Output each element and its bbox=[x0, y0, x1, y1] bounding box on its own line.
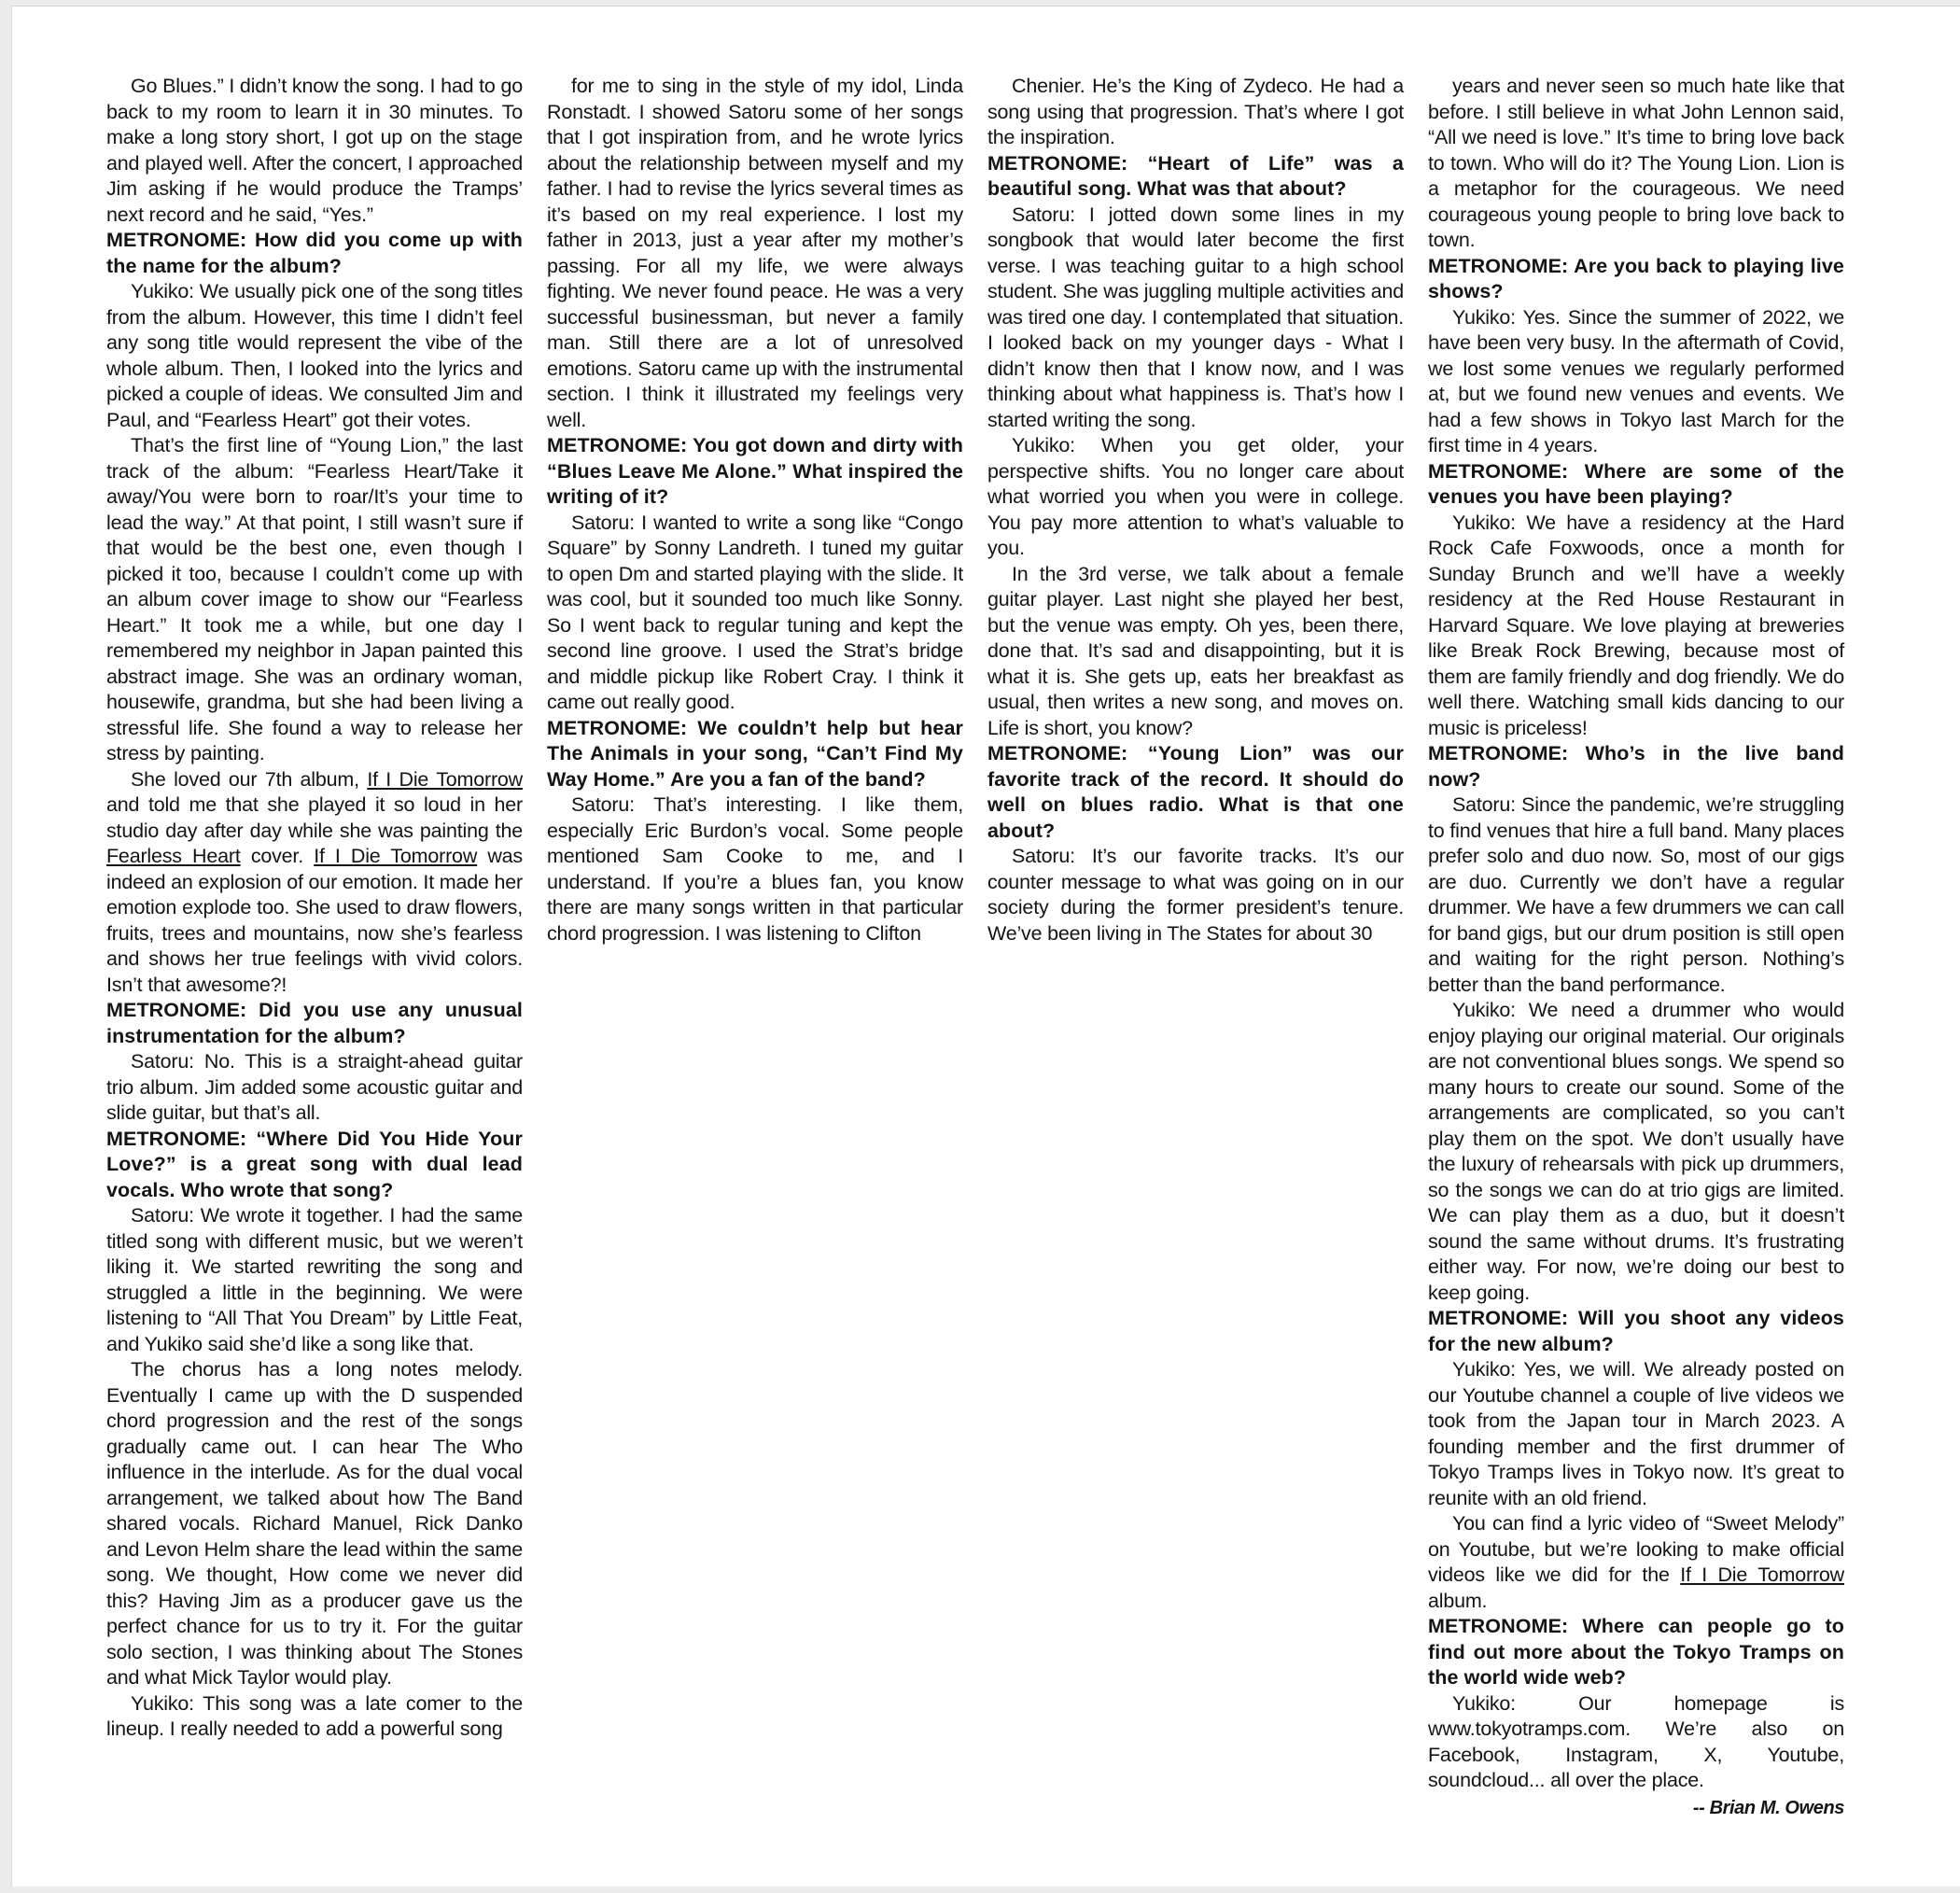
text-segment: album. bbox=[1428, 1589, 1488, 1612]
album-title: Fearless Heart bbox=[106, 845, 241, 867]
interview-answer bbox=[987, 562, 1404, 742]
interview-answer bbox=[106, 1357, 523, 1691]
interview-answer bbox=[547, 511, 963, 716]
interview-question bbox=[1428, 741, 1844, 792]
text-segment: Satoru: I wanted to write a song like “Congo Square” by Sonny Landreth. I tuned my guitar to open Dm and started playing with the slide. It was cool, but it sounded too much like Sonny. So I went back to regular tuning and kept the second line groove. I used the Strat’s bridge and middle pickup like Robert Cray. I think it came out really good. bbox=[547, 511, 963, 713]
text-segment: Yukiko: Yes. Since the summer of 2022, we have been very busy. In the aftermath of Covid, we lost some venues we regularly performed at, but we found new venues and events. We had a few shows in Tokyo last March for the first time in 4 years. bbox=[1428, 305, 1844, 456]
text-segment: In the 3rd verse, we talk about a female guitar player. Last night she played her best, but the venue was empty. Oh yes, been there, done that. It’s sad and disappointing, but it is what it is. She gets up, eats her breakfast as usual, then writes a new song, and moves on. Life is short, you know? bbox=[987, 562, 1404, 739]
magazine-page bbox=[11, 6, 1960, 1886]
interview-question bbox=[1428, 459, 1844, 511]
text-segment: Satoru: It’s our favorite tracks. It’s our counter message to what was going on in our society during the former president’s tenure. We’ve been living in The States for about 30 bbox=[987, 845, 1404, 945]
interview-question bbox=[106, 228, 523, 279]
interview-question bbox=[547, 433, 963, 511]
text-segment: for me to sing in the style of my idol, Linda Ronstadt. I showed Satoru some of her songs that I got inspiration from, and he wrote lyrics about the relationship between myself and my father. I had to revise the lyrics several times as it’s based on my real experience. I lost my father in 2013, just a year after my mother’s passing. For all my life, we were always fighting. We never found peace. He was a very successful businessman, but never a family man. Still there are a lot of unresolved emotions. Satoru came up with the instrumental section. I think it illustrated my feelings very well. bbox=[547, 75, 963, 431]
interview-answer bbox=[106, 767, 523, 999]
interview-answer bbox=[1428, 305, 1844, 459]
author-byline: -- Brian M. Owens bbox=[1692, 1797, 1844, 1818]
text-segment: Chenier. He’s the King of Zydeco. He had a song using that progression. That’s where I got the inspiration. bbox=[987, 75, 1404, 148]
text-segment: Satoru: We wrote it together. I had the same titled song with different music, but we weren’t liking it. We started rewriting the song and struggled a little in the beginning. We were listening to “All That You Dream” by Little Feat, and Yukiko said she’d like a song like that. bbox=[106, 1204, 523, 1355]
interview-answer bbox=[106, 74, 523, 228]
text-segment: METRONOME: Who’s in the live band now? bbox=[1428, 742, 1844, 791]
text-segment: Yukiko: When you get older, your perspective shifts. You no longer care about what worried you when you were in college. You pay more attention to what’s valuable to you. bbox=[987, 434, 1404, 559]
text-segment: Satoru: I jotted down some lines in my songbook that would later become the first verse. I was teaching guitar to a high school student. She was juggling multiple activities and was tired one day. I contemplated that situation. I looked back on my younger days - What I didn’t know then that I know now, and I was thinking about what happiness is. That’s how I started writing the song. bbox=[987, 203, 1404, 431]
interview-answer bbox=[547, 74, 963, 433]
interview-answer bbox=[106, 1691, 523, 1743]
text-segment: and told me that she played it so loud in her studio day after day while she was painting the bbox=[106, 793, 523, 842]
interview-question bbox=[987, 741, 1404, 844]
text-segment: METRONOME: Where are some of the venues you have been playing? bbox=[1428, 459, 1844, 508]
text-segment: METRONOME: How did you come up with the name for the album? bbox=[106, 229, 523, 277]
text-segment: years and never seen so much hate like that before. I still believe in what John Lennon said, “All we need is love.” It’s time to bring love back to town. Who will do it? The Young Lion. Lion is a metaphor for the courageous. We need courageous young people to bring love back to town. bbox=[1428, 75, 1844, 251]
interview-answer bbox=[106, 433, 523, 767]
interview-answer bbox=[1428, 74, 1844, 254]
text-segment: Yukiko: Yes, we will. We already posted on our Youtube channel a couple of live videos we took from the Japan tour in March 2023. A founding member and the first drummer of Tokyo Tramps lives in Tokyo now. It’s great to reunite with an old friend. bbox=[1428, 1358, 1844, 1509]
interview-answer bbox=[547, 792, 963, 946]
interview-question bbox=[106, 998, 523, 1049]
text-segment: That’s the first line of “Young Lion,” the last track of the album: “Fearless Heart/Take it away/You were born to roar/It’s your time to lead the way.” At that point, I still wasn’t sure if that would be the best one, even though I picked it too, because I couldn’t come up with an album cover image to show our “Fearless Heart.” It took me a while, but one day I remembered my neighbor in Japan painted this abstract image. She was an ordinary woman, housewife, grandma, but she had been living a stressful life. She found a way to release her stress by painting. bbox=[106, 434, 523, 764]
text-segment: The chorus has a long notes melody. Eventually I came up with the D suspended chord progression and the rest of the songs gradually came out. I can hear The Who influence in the interlude. As for the dual vocal arrangement, we talked about how The Band shared vocals. Richard Manuel, Rick Danko and Levon Helm share the lead within the same song. We thought, How come we never did this? Having Jim as a producer gave us the perfect chance for us to try it. For the guitar solo section, I was thinking about The Stones and what Mick Taylor would play. bbox=[106, 1358, 523, 1689]
text-segment: Yukiko: We need a drummer who would enjoy playing our original material. Our originals are not conventional blues songs. We spend so many hours to create our sound. Some of the arrangements are complicated, so you can’t play them on the spot. We don’t usually have the luxury of rehearsals with pick up drummers, so the songs we can do at trio gigs are limited. We can play them as a duo, but it doesn’t sound the same without drums. It’s frustrating either way. For now, we’re doing our best to keep going. bbox=[1428, 999, 1844, 1304]
text-segment: She loved our 7th album, bbox=[131, 767, 368, 791]
interview-answer bbox=[1428, 1357, 1844, 1511]
text-segment: You can find a lyric video of “Sweet Melody” on Youtube, but we’re looking to make official videos like we did for the bbox=[1428, 1512, 1844, 1586]
article-column-3 bbox=[987, 74, 1404, 946]
interview-answer bbox=[106, 1049, 523, 1127]
interview-question bbox=[547, 716, 963, 793]
text-segment: Yukiko: We have a residency at the Hard Rock Cafe Foxwoods, once a month for Sunday Brunch and we’ll have a weekly residency at the Red House Restaurant in Harvard Square. We love playing at breweries like Break Rock Brewing, because most of them are family friendly and dog friendly. We do well there. Watching small kids dancing to our music is priceless! bbox=[1428, 511, 1844, 739]
text-segment: METRONOME: “Young Lion” was our favorite track of the record. It should do well on blues radio. What is that one about? bbox=[987, 742, 1404, 842]
text-segment: Yukiko: Our homepage is www.tokyotramps.com. We’re also on Facebook, Instagram, X, Youtube, soundcloud... all over the place. bbox=[1428, 1691, 1844, 1791]
text-segment: Satoru: Since the pandemic, we’re struggling to find venues that hire a full band. Many places prefer solo and duo now. So, most of our gigs are duo. Currently we don’t have a regular drummer. We have a few drummers we can call for band gigs, but our drum position is still open and waiting for the right person. Nothing’s better than the band performance. bbox=[1428, 793, 1844, 996]
interview-answer bbox=[987, 433, 1404, 562]
text-segment: METRONOME: Where can people go to find out more about the Tokyo Tramps on the world wide web? bbox=[1428, 1615, 1844, 1689]
text-segment: METRONOME: Will you shoot any videos for the new album? bbox=[1428, 1307, 1844, 1355]
text-segment: Yukiko: We usually pick one of the song titles from the album. However, this time I didn’t feel any song title would represent the vibe of the whole album. Then, I looked into the lyrics and picked a couple of ideas. We consulted Jim and Paul, and “Fearless Heart” got their votes. bbox=[106, 280, 523, 431]
text-segment: Satoru: That’s interesting. I like them, especially Eric Burdon’s vocal. Some people mentioned Sam Cooke to me, and I understand. If you’re a blues fan, you know there are many songs written in that particular chord progression. I was listening to Clifton bbox=[547, 793, 963, 945]
text-segment: METRONOME: We couldn’t help but hear The Animals in your song, “Can’t Find My Way Home.” Are you a fan of the band? bbox=[547, 716, 963, 791]
text-segment: METRONOME: Did you use any unusual instrumentation for the album? bbox=[106, 999, 523, 1047]
article-column-4 bbox=[1428, 74, 1844, 1821]
interview-answer bbox=[1428, 511, 1844, 742]
album-title: If I Die Tomorrow bbox=[1680, 1563, 1844, 1586]
text-segment: METRONOME: “Where Did You Hide Your Love?” is a great song with dual lead vocals. Who wrote that song? bbox=[106, 1127, 523, 1201]
album-title: If I Die Tomorrow bbox=[367, 767, 523, 791]
interview-answer bbox=[1428, 1691, 1844, 1794]
text-segment: METRONOME: Are you back to playing live shows? bbox=[1428, 254, 1844, 302]
interview-question bbox=[987, 151, 1404, 203]
interview-answer bbox=[106, 1203, 523, 1357]
text-segment: Satoru: No. This is a straight-ahead guitar trio album. Jim added some acoustic guitar and slide guitar, but that’s all. bbox=[106, 1050, 523, 1124]
interview-answer bbox=[106, 279, 523, 433]
album-title: If I Die Tomorrow bbox=[314, 845, 478, 867]
interview-answer bbox=[987, 844, 1404, 946]
interview-question bbox=[1428, 254, 1844, 305]
interview-answer bbox=[1428, 998, 1844, 1306]
text-segment: Go Blues.” I didn’t know the song. I had to go back to my room to learn it in 30 minutes. To make a long story short, I got up on the stage and played well. After the concert, I approached Jim asking if he would produce the Tramps’ next record and he said, “Yes.” bbox=[106, 75, 523, 226]
text-segment: METRONOME: You got down and dirty with “Blues Leave Me Alone.” What inspired the writing of it? bbox=[547, 434, 963, 508]
interview-answer bbox=[1428, 792, 1844, 998]
interview-question bbox=[1428, 1614, 1844, 1691]
interview-answer bbox=[987, 203, 1404, 434]
interview-question bbox=[1428, 1306, 1844, 1357]
text-segment: METRONOME: “Heart of Life” was a beautiful song. What was that about? bbox=[987, 151, 1404, 200]
interview-answer bbox=[1428, 1511, 1844, 1614]
interview-answer bbox=[987, 74, 1404, 151]
text-segment: was indeed an explosion of our emotion. It made her emotion explode too. She used to draw flowers, fruits, trees and mountains, now she’s fearless and shows her true feelings with vivid colors. Isn’t that awesome?! bbox=[106, 845, 523, 996]
article-column-2 bbox=[547, 74, 963, 946]
text-segment: Yukiko: This song was a late comer to the lineup. I really needed to add a powerful song bbox=[106, 1691, 523, 1740]
article-column-1 bbox=[106, 74, 523, 1743]
interview-question bbox=[106, 1127, 523, 1204]
text-segment: cover. bbox=[240, 845, 315, 867]
